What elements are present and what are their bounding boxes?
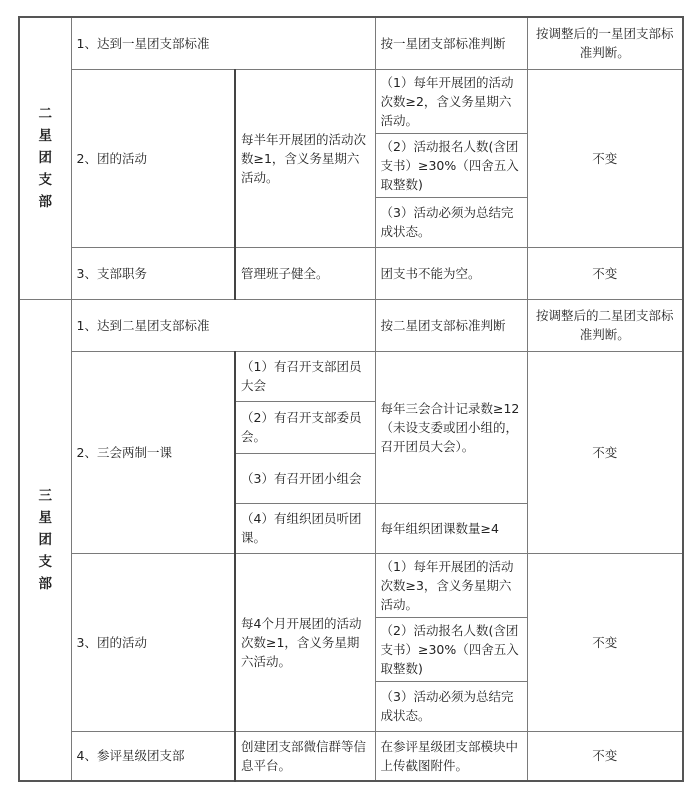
criteria-cell: （1）每年开展团的活动次数≥3，含义务星期六活动。: [375, 553, 527, 617]
sub-item-cell: （1）有召开支部团员大会: [235, 351, 375, 401]
criteria-cell: 在参评星级团支部模块中上传截图附件。: [375, 731, 527, 781]
table-row: [19, 553, 683, 617]
criteria-cell: 按二星团支部标准判断: [375, 299, 527, 351]
item-cell: 2、三会两制一课: [71, 351, 235, 553]
result-cell: 不变: [527, 351, 683, 553]
table-row: [19, 69, 683, 133]
criteria-cell: （3）活动必须为总结完成状态。: [375, 681, 527, 731]
item-cell: 2、团的活动: [71, 69, 235, 247]
section-label-star2: 二星团支部: [19, 17, 71, 299]
sub-item-cell: （3）有召开团小组会: [235, 453, 375, 503]
criteria-cell: 每年组织团课数量≥4: [375, 503, 527, 553]
table-row: [19, 351, 683, 401]
item-cell: 1、达到二星团支部标准: [71, 299, 375, 351]
item-cell: 1、达到一星团支部标准: [71, 17, 375, 69]
result-cell: 不变: [527, 247, 683, 299]
criteria-cell: 团支书不能为空。: [375, 247, 527, 299]
star-standards-table: [18, 16, 684, 782]
section-label-star3: 三星团支部: [19, 299, 71, 781]
item-cell: 3、团的活动: [71, 553, 235, 731]
criteria-cell: （3）活动必须为总结完成状态。: [375, 197, 527, 247]
requirement-cell: 每4个月开展团的活动次数≥1，含义务星期六活动。: [235, 553, 375, 731]
item-cell: 3、支部职务: [71, 247, 235, 299]
result-cell: 不变: [527, 731, 683, 781]
result-cell: 不变: [527, 553, 683, 731]
table-row: [19, 299, 683, 351]
result-cell: 不变: [527, 69, 683, 247]
requirement-cell: 每半年开展团的活动次数≥1，含义务星期六活动。: [235, 69, 375, 247]
table-row: [19, 17, 683, 69]
sub-item-cell: （2）有召开支部委员会。: [235, 401, 375, 453]
criteria-cell: 每年三会合计记录数≥12（未设支委或团小组的，召开团员大会）。: [375, 351, 527, 503]
table-row: [19, 731, 683, 781]
sub-item-cell: （4）有组织团员听团课。: [235, 503, 375, 553]
result-cell: 按调整后的一星团支部标准判断。: [527, 17, 683, 69]
item-cell: 4、参评星级团支部: [71, 731, 235, 781]
criteria-cell: 按一星团支部标准判断: [375, 17, 527, 69]
requirement-cell: 创建团支部微信群等信息平台。: [235, 731, 375, 781]
criteria-cell: （2）活动报名人数(含团支书）≥30%（四舍五入取整数): [375, 133, 527, 197]
table-row: [19, 247, 683, 299]
criteria-cell: （2）活动报名人数(含团支书）≥30%（四舍五入取整数): [375, 617, 527, 681]
result-cell: 按调整后的二星团支部标准判断。: [527, 299, 683, 351]
requirement-cell: 管理班子健全。: [235, 247, 375, 299]
criteria-cell: （1）每年开展团的活动次数≥2，含义务星期六活动。: [375, 69, 527, 133]
